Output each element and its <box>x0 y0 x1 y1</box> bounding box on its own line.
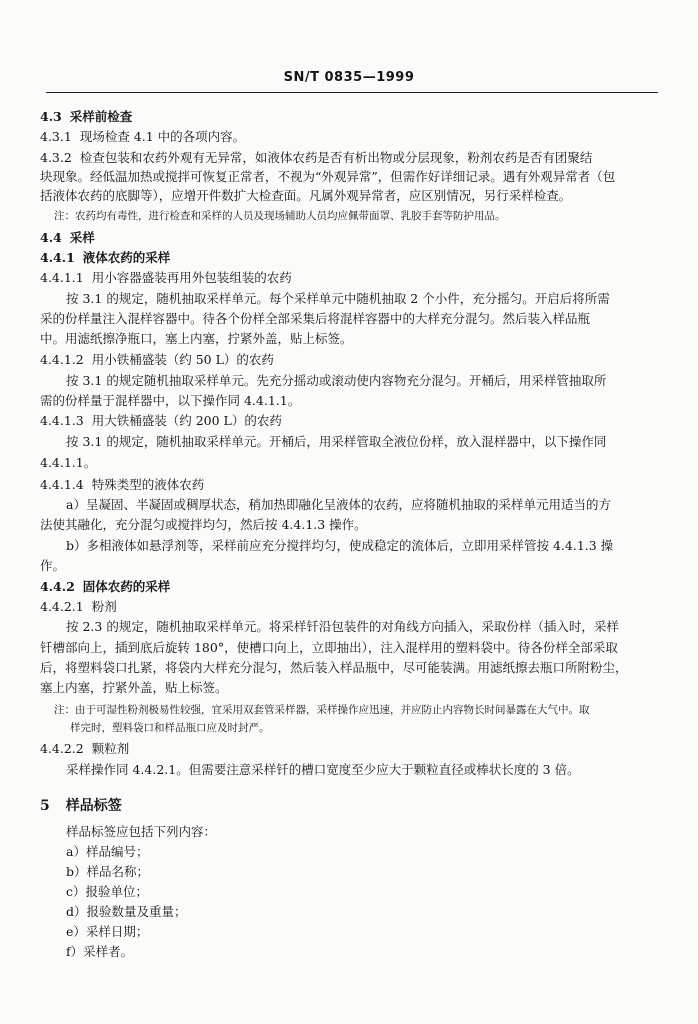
paragraph-line: 作。 <box>40 558 66 573</box>
list-item-a: a）样品编号； <box>66 844 149 859</box>
clause-4-4-1-4: 4.4.1.4 特殊类型的液体农药 <box>40 477 205 492</box>
clause-4-4-1-2: 4.4.1.2 用小铁桶盛装（约 50 L）的农药 <box>40 352 274 367</box>
heading-4-4-2: 4.4.2 固体农药的采样 <box>40 579 171 594</box>
paragraph-line: 4.4.1.1。 <box>40 455 97 470</box>
clause-4-3-2: 4.3.2 检查包装和农药外观有无异常，如液体农药是否有析出物或分层现象，粉剂农药是否有团聚结 <box>40 150 593 165</box>
paragraph-line: 中。用滤纸擦净瓶口，塞上内塞，拧紧外盖，贴上标签。 <box>40 331 353 346</box>
standard-number-header: SN/T 0835—1999 <box>283 70 415 85</box>
paragraph-line: 按 3.1 的规定随机抽取采样单元。先充分摇动或滚动使内容物充分混匀。开桶后，用采样管抽取所 <box>66 373 607 388</box>
paragraph-line: 需的份样量于混样器中，以下操作同 4.4.1.1。 <box>40 393 301 408</box>
list-item-f: f）采样者。 <box>66 944 134 959</box>
clause-4-4-1-3: 4.4.1.3 用大铁桶盛装（约 200 L）的农药 <box>40 413 282 428</box>
note-continuation: 样完时，塑料袋口和样品瓶口应及时封严。 <box>70 722 270 734</box>
paragraph-line: 采的份样量注入混样容器中。待各个份样全部采集后将混样容器中的大样充分混匀。然后装入样品瓶 <box>40 311 591 326</box>
paragraph-line: 后，将塑料袋口扎紧，将袋内大样充分混匀，然后装入样品瓶中，尽可能装满。用滤纸擦去瓶口所附粉尘， <box>40 660 628 675</box>
paragraph-line: 括液体农药的底脚等），应增开件数扩大检查面。凡属外观异常者，应区别情况，另行采样检查。 <box>40 188 572 203</box>
header-divider <box>46 92 658 93</box>
list-item-d: d）报验数量及重量； <box>66 904 187 919</box>
clause-4-4-2-2: 4.4.2.2 颗粒剂 <box>40 741 130 756</box>
note-wettable-powder: 注：由于可湿性粉剂极易性较强，宜采用双套管采样器，采样操作应迅速，并应防止内容物长时间暴露在大气中。取 <box>54 704 590 716</box>
paragraph-line: 塞上内塞，拧紧外盖，贴上标签。 <box>40 680 228 695</box>
paragraph-line: 样品标签应包括下列内容： <box>66 824 217 839</box>
paragraph-line: 钎槽部向上，插到底后旋转 180°，使槽口向上，立即抽出），注入混样用的塑料袋中。待各份样全部采取 <box>40 640 618 655</box>
heading-4-3: 4.3 采样前检查 <box>40 109 133 124</box>
clause-4-4-1-1: 4.4.1.1 用小容器盛装再用外包装组装的农药 <box>40 270 292 285</box>
paragraph-line: 按 3.1 的规定，随机抽取采样单元。开桶后，用采样管取全液位份样，放入混样器中，以下操作同 <box>66 434 607 449</box>
note-safety: 注：农药均有毒性，进行检查和采样的人员及现场辅助人员均应佩带面罩、乳胶手套等防护用品。 <box>54 210 506 222</box>
paragraph-line: 按 3.1 的规定，随机抽取采样单元。每个采样单元中随机抽取 2 个小件，充分摇匀。开启后将所需 <box>66 291 610 306</box>
paragraph-line: 块现象。经低温加热或搅拌可恢复正常者，不视为“外观异常”，但需作好详细记录。遇有外观异常者（包 <box>40 169 616 184</box>
clause-4-4-2-1: 4.4.2.1 粉剂 <box>40 599 117 614</box>
paragraph-line: 法使其融化，充分混匀或搅拌均匀，然后按 4.4.1.3 操作。 <box>40 517 367 532</box>
paragraph-line: 采样操作同 4.4.2.1。但需要注意采样钎的槽口宽度至少应大于颗粒直径或棒状长度的 3 倍。 <box>66 762 580 777</box>
heading-5: 5 样品标签 <box>40 798 122 814</box>
clause-4-3-1: 4.3.1 现场检查 4.1 中的各项内容。 <box>40 129 246 144</box>
list-item-e: e）采样日期； <box>66 924 149 939</box>
list-item-a: a）呈凝固、半凝固或稠厚状态，稍加热即融化呈液体的农药，应将随机抽取的采样单元用适当的方 <box>66 497 611 512</box>
heading-4-4: 4.4 采样 <box>40 230 95 245</box>
paragraph-line: 按 2.3 的规定，随机抽取采样单元。将采样钎沿包装件的对角线方向插入，采取份样（插入时，采样 <box>66 619 619 634</box>
list-item-c: c）报验单位； <box>66 884 149 899</box>
heading-4-4-1: 4.4.1 液体农药的采样 <box>40 250 171 265</box>
list-item-b: b）多相液体如悬浮剂等，采样前应充分搅拌均匀，使成稳定的流体后，立即用采样管按 4.4.1.3 操 <box>66 538 614 553</box>
list-item-b: b）样品名称； <box>66 864 150 879</box>
